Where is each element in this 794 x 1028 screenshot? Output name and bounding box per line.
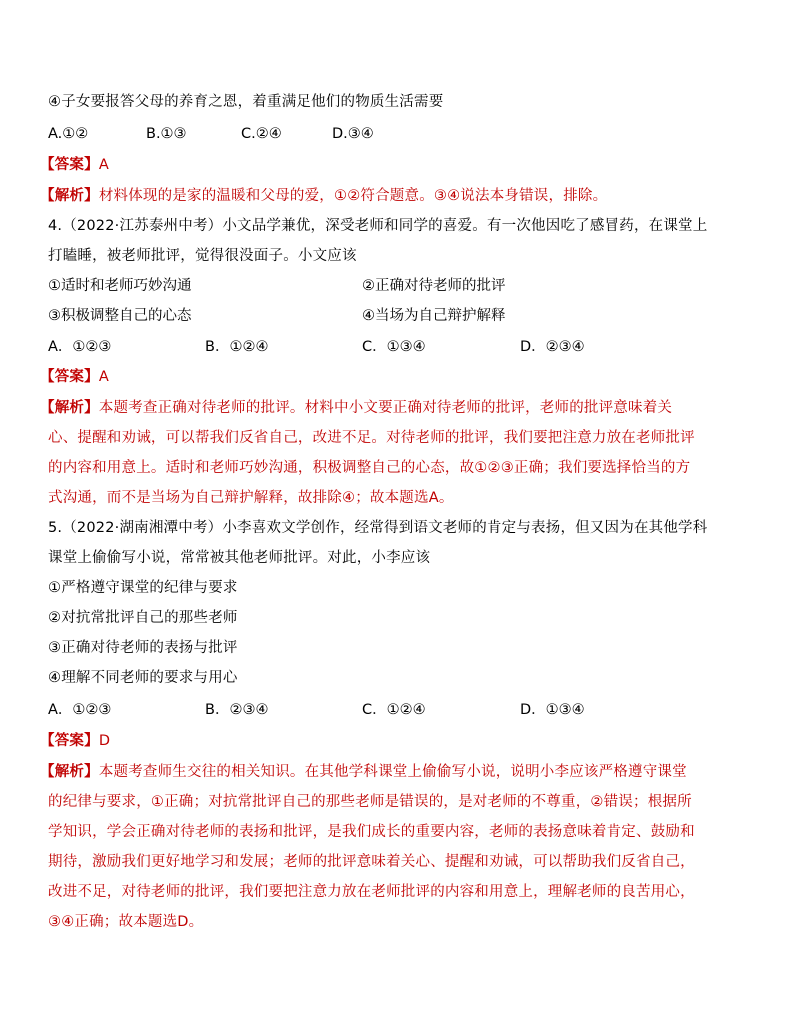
q3-analysis	[40, 186, 607, 206]
q4-item-3: ③积极调整自己的心态	[48, 308, 192, 324]
q3-option-d: D.③④	[332, 126, 374, 142]
q3-item-4: ④子女要报答父母的养育之恩，着重满足他们的物质生活需要	[48, 94, 444, 110]
q5-answer	[40, 731, 110, 751]
analysis-text: 材料体现的是家的温暖和父母的爱，①②符合题意。③④说法本身错误，排除。	[98, 188, 608, 204]
q5-stem-line-1: 5.（2022·湖南湘潭中考）小李喜欢文学创作，经常得到语文老师的肯定与表扬，但又因为在其他学科	[48, 520, 708, 536]
q5-option-d: D．①③④	[520, 702, 585, 718]
q4-stem-line-2: 打瞌睡，被老师批评，觉得很没面子。小文应该	[48, 248, 357, 264]
analysis-tag: 【解析】	[40, 400, 99, 416]
analysis-tag: 【解析】	[40, 764, 99, 780]
q4-option-a: A．①②③	[48, 339, 112, 355]
answer-tag: 【答案】	[40, 157, 99, 173]
q4-analysis-line-3: 的内容和用意上。适时和老师巧妙沟通，积极调整自己的心态，故①②③正确；我们要选择恰当的方	[48, 460, 691, 476]
analysis-tag: 【解析】	[40, 188, 99, 204]
q5-analysis-line-5: 改进不足，对待老师的批评，我们要把注意力放在老师批评的内容和用意上，理解老师的良苦用心，	[48, 884, 695, 900]
q4-option-d: D．②③④	[520, 339, 585, 355]
q4-analysis-line-2: 心、提醒和劝诫，可以帮我们反省自己，改进不足。对待老师的批评，我们要把注意力放在老师批评	[48, 430, 695, 446]
q3-option-a: A.①②	[48, 126, 89, 142]
q5-item-4: ④理解不同老师的要求与用心	[48, 670, 238, 686]
q5-analysis-line-6: ③④正确；故本题选D。	[48, 914, 204, 930]
q5-item-2: ②对抗常批评自己的那些老师	[48, 610, 238, 626]
answer-value: D	[98, 733, 111, 749]
answer-value: A	[98, 157, 109, 173]
q3-answer	[40, 155, 109, 175]
q5-option-b: B．②③④	[205, 702, 269, 718]
q4-stem-line-1: 4.（2022·江苏泰州中考）小文品学兼优，深受老师和同学的喜爱。有一次他因吃了感冒药，在课堂上	[48, 218, 708, 234]
q5-analysis-line-3: 学知识，学会正确对待老师的表扬和批评，是我们成长的重要内容，老师的表扬意味着肯定、鼓励和	[48, 824, 695, 840]
q4-option-b: B．①②④	[205, 339, 269, 355]
q3-option-b: B.①③	[146, 126, 187, 142]
analysis-text: 本题考查师生交往的相关知识。在其他学科课堂上偷偷写小说，说明小李应该严格遵守课堂	[98, 764, 687, 780]
q4-item-4: ④当场为自己辩护解释	[362, 308, 506, 324]
q5-analysis-line-2: 的纪律与要求，①正确；对抗常批评自己的那些老师是错误的，是对老师的不尊重，②错误；根据所	[48, 794, 692, 810]
q5-option-c: C．①②④	[362, 702, 426, 718]
answer-tag: 【答案】	[40, 369, 99, 385]
answer-value: A	[98, 369, 109, 385]
q4-item-2: ②正确对待老师的批评	[362, 278, 506, 294]
q4-analysis-line-1	[40, 398, 672, 418]
analysis-text: 本题考查正确对待老师的批评。材料中小文要正确对待老师的批评，老师的批评意味着关	[98, 400, 673, 416]
q4-answer	[40, 367, 109, 387]
q3-option-c: C.②④	[241, 126, 282, 142]
q5-analysis-line-1	[40, 762, 687, 782]
q4-analysis-line-4: 式沟通，而不是当场为自己辩护解释，故排除④；故本题选A。	[48, 490, 454, 506]
q5-item-3: ③正确对待老师的表扬与批评	[48, 640, 238, 656]
q5-analysis-line-4: 期待，激励我们更好地学习和发展；老师的批评意味着关心、提醒和劝诫，可以帮助我们反省自己，	[48, 854, 695, 870]
q4-item-1: ①适时和老师巧妙沟通	[48, 278, 192, 294]
q4-option-c: C．①③④	[362, 339, 426, 355]
q5-stem-line-2: 课堂上偷偷写小说，常常被其他老师批评。对此，小李应该	[48, 550, 431, 566]
answer-tag: 【答案】	[40, 733, 99, 749]
q5-item-1: ①严格遵守课堂的纪律与要求	[48, 580, 238, 596]
q5-option-a: A．①②③	[48, 702, 112, 718]
